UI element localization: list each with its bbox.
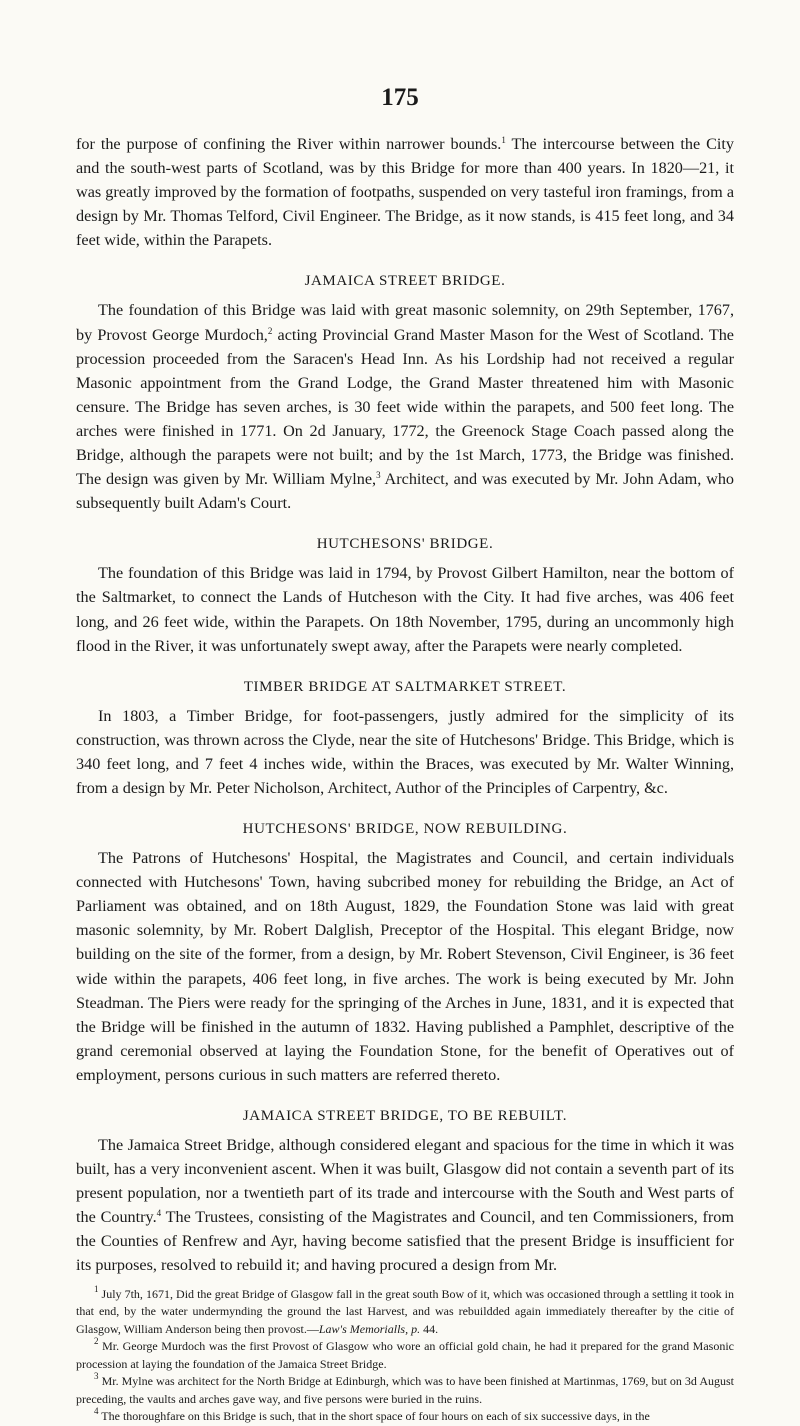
paragraph-text: Architect, and was executed by Mr. John Adam, who subsequently built Adam's Court. [76, 470, 735, 513]
heading-timber-bridge: TIMBER BRIDGE AT SALTMARKET STREET. [243, 678, 567, 695]
heading-hutchesons-rebuilding: HUTCHESONS' BRIDGE, NOW REBUILDING. [242, 821, 568, 838]
paragraph-text: The Trustees, consisting of the Magistrates and Council, and ten Commissioners, from the Counties of Renfrew and Ayr, having become satisfied that the present Bridge is insufficient for its purposes, resolved to rebuild it; and having procured a design from Mr. [76, 1208, 734, 1275]
heading-hutchesons-bridge: HUTCHESONS' BRIDGE. [316, 536, 494, 553]
paragraph-text: acting Provincial Grand Master Mason for the West of Scotland. The procession proceeded from the Saracen's Head Inn. As his Lordship had not received a regular Masonic appointment from the Grand Lodge, the Grand Master threatened him with Masonic censure. The Bridge has seven arches, is 30 feet wide within the parapets, and 500 feet long. The arches were finished in 1771. On 2d January, 1772, the Greenock Stage Coach passed along the Bridge, although the parapets were not built; and by the 1st March, 1773, the Bridge was finished. The design was given by Mr. William Mylne, [76, 325, 734, 489]
heading-jamaica-rebuilt: JAMAICA STREET BRIDGE, TO BE REBUILT. [242, 1108, 568, 1124]
footnote-number: 4 [94, 1406, 99, 1417]
paragraph-jamaica-street-bridge [76, 298, 734, 515]
footnote-4 [76, 1408, 734, 1426]
paragraph-timber-bridge: In 1803, a Timber Bridge, for foot-passengers, justly admired for the simplicity of its construction, was thrown across the Clyde, near the site of Hutchesons' Bridge. This Bridge, which is 340 feet long, and 7 feet 4 inches wide, within the Braces, was executed by Mr. Walter Winning, from a design by Mr. Peter Nicholson, Architect, Author of the Principles of Carpentry, &c. [76, 706, 734, 797]
footnote-text: 44. [420, 1321, 439, 1336]
footnote-source: Law's Memorialls, p. [318, 1321, 421, 1336]
page-number: 175 [381, 84, 419, 111]
intro-text: for the purpose of confining the River within narrower bounds. [76, 135, 502, 153]
intro-paragraph [76, 132, 734, 252]
heading-jamaica-street-bridge: JAMAICA STREET BRIDGE. [304, 273, 506, 290]
footnote-text: Mr. Mylne was architect for the North Bridge at Edinburgh, which was to have been finished at Martinmas, 1769, but on 3d August preceding, the vaults and arches gave way, and five persons were buried in the ruins. [76, 1374, 734, 1406]
paragraph-hutchesons-bridge: The foundation of this Bridge was laid in 1794, by Provost Gilbert Hamilton, near the bottom of the Saltmarket, to connect the Lands of Hutcheson with the City. It had five arches, was 406 feet long, and 26 feet wide, within the Parapets. On 18th November, 1795, during an uncommonly high flood in the River, it was unfortunately swept away, after the Parapets were nearly completed. [76, 564, 734, 655]
intro-text-continued: The intercourse between the City and the south-west parts of Scotland, was by this Bridge for more than 400 years. In 1820—21, it was greatly improved by the formation of footpaths, suspended on very tasteful iron framings, from a design by Mr. Thomas Telford, Civil Engineer. The Bridge, as it now stands, is 415 feet long, and 34 feet wide, within the Parapets. [76, 135, 734, 250]
footnote-ref-3: 3 [376, 470, 381, 481]
paragraph-jamaica-rebuilt [76, 1133, 734, 1278]
footnote-number: 3 [94, 1371, 99, 1382]
footnotes [76, 1283, 734, 1426]
footnote-2 [76, 1338, 734, 1373]
paragraph-hutchesons-rebuilding: The Patrons of Hutchesons' Hospital, the Magistrates and Council, and certain individuals connected with Hutchesons' Town, having subcribed money for rebuilding the Bridge, an Act of Parliament was obtained, and on 18th August, 1829, the Foundation Stone was laid with great masonic solemnity, by Mr. Robert Dalglish, Preceptor of the Hospital. This elegant Bridge, now building on the site of the former, from a design, by Mr. Robert Stevenson, Civil Engineer, is 36 feet wide within the parapets, 406 feet long, in five arches. The work is being executed by Mr. John Steadman. The Piers were ready for the springing of the Arches in June, 1831, and it is expected that the Bridge will be finished in the autumn of 1832. Having published a Pamphlet, descriptive of the grand ceremonial observed at laying the Foundation Stone, for the benefit of Operatives out of employment, persons curious in such matters are referred thereto. [76, 849, 734, 1084]
footnote-number: 2 [94, 1336, 99, 1347]
footnote-number: 1 [94, 1283, 99, 1294]
footnote-ref-1: 1 [501, 135, 506, 145]
footnote-text: The thoroughfare on this Bridge is such, that in the short space of four hours on each of six successive days, in the [98, 1409, 650, 1424]
footnote-3 [76, 1373, 734, 1408]
footnote-ref-2: 2 [267, 325, 273, 336]
footnote-text: July 7th, 1671, Did the great Bridge of Glasgow fall in the great south Bow of it, which was occasioned through a settling it took in that end, by the water undermynding the ground the last Harvest, and was rebuildded again immediately thereafter by the citie of Glasgow, William Anderson being then provost.— [76, 1286, 734, 1336]
footnote-1 [76, 1283, 734, 1339]
paragraph-text: The foundation of this Bridge was laid with great masonic solemnity, on 29th September, 1767, by Provost George Murdoch, [76, 301, 734, 344]
footnote-text: Mr. George Murdoch was the first Provost of Glasgow who wore an official gold chain, he had it prepared for the grand Masonic procession at laying the foundation of the Jamaica Street Bridge. [76, 1339, 734, 1371]
paragraph-text: The Jamaica Street Bridge, although considered elegant and spacious for the time in which it was built, has a very inconvenient ascent. When it was built, Glasgow did not contain a seventh part of its present population, nor a twentieth part of its trade and intercourse with the South and West parts of the Country. [76, 1136, 734, 1227]
footnote-ref-4: 4 [156, 1208, 162, 1219]
